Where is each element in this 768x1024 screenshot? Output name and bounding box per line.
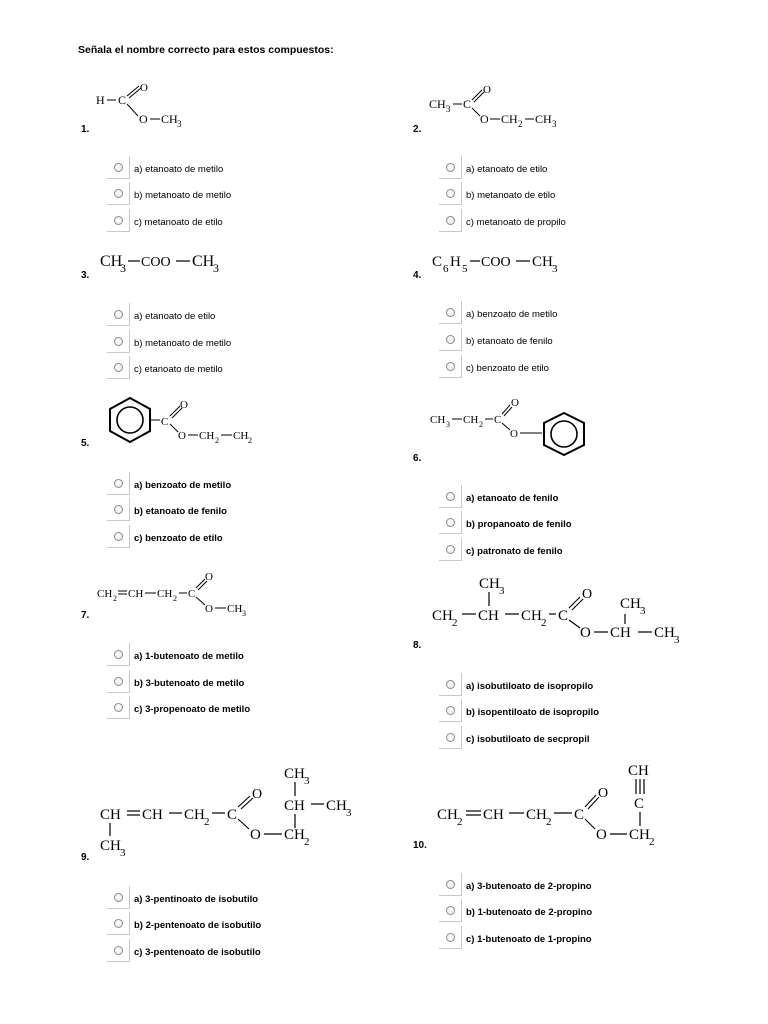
svg-text:CH: CH	[100, 253, 123, 270]
svg-text:C: C	[227, 807, 238, 823]
svg-text:CH: CH	[284, 798, 305, 814]
radio-button[interactable]	[446, 680, 455, 689]
radio-button[interactable]	[446, 518, 455, 527]
svg-text:CH: CH	[628, 763, 649, 779]
benzene-ring	[110, 398, 150, 442]
radio-button[interactable]	[114, 363, 123, 372]
svg-text:O: O	[250, 827, 261, 843]
question-number-8: 8.	[413, 640, 422, 651]
option-label: a) 3-butenoato de 2-propino	[466, 881, 592, 892]
svg-text:O: O	[510, 428, 518, 440]
svg-text:O: O	[580, 625, 591, 641]
svg-text:2: 2	[215, 436, 219, 445]
svg-text:CH: CH	[479, 576, 500, 592]
svg-text:3: 3	[120, 847, 126, 859]
question-number-4: 4.	[413, 270, 422, 281]
question-number-2: 2.	[413, 124, 422, 135]
radio-button[interactable]	[446, 335, 455, 344]
svg-text:2: 2	[204, 816, 210, 828]
radio-button[interactable]	[114, 703, 123, 712]
svg-text:CH: CH	[535, 112, 552, 126]
svg-text:3: 3	[446, 104, 451, 114]
question-number-6: 6.	[413, 453, 422, 464]
svg-text:CH: CH	[526, 807, 547, 823]
svg-text:CH: CH	[432, 608, 453, 624]
svg-text:O: O	[178, 430, 186, 442]
radio-button[interactable]	[114, 216, 123, 225]
radio-button[interactable]	[114, 479, 123, 488]
svg-text:CH: CH	[437, 807, 458, 823]
svg-text:CH: CH	[629, 827, 650, 843]
structure-q10	[435, 758, 675, 858]
svg-text:COO: COO	[481, 255, 511, 270]
svg-text:O: O	[480, 112, 489, 126]
svg-text:CH: CH	[233, 430, 249, 442]
svg-text:O: O	[205, 571, 213, 583]
structure-q9	[98, 758, 368, 863]
svg-text:2: 2	[304, 836, 310, 848]
svg-text:3: 3	[640, 605, 646, 617]
option-label: b) metanoato de etilo	[466, 190, 556, 201]
svg-text:CH: CH	[430, 414, 446, 426]
option-label: b) etanoato de fenilo	[134, 506, 227, 517]
option-label: a) etanoato de etilo	[134, 311, 216, 322]
question-number-1: 1.	[81, 124, 90, 135]
radio-button[interactable]	[446, 933, 455, 942]
benzene-ring	[544, 413, 584, 455]
option-label: b) 1-butenoato de 2-propino	[466, 907, 593, 918]
svg-text:2: 2	[541, 617, 547, 629]
svg-text:CH: CH	[97, 588, 113, 600]
svg-text:2: 2	[518, 119, 523, 129]
svg-text:CH: CH	[157, 588, 173, 600]
question-number-10: 10.	[413, 840, 427, 851]
svg-text:CH: CH	[521, 608, 542, 624]
svg-text:6: 6	[443, 263, 449, 275]
svg-text:3: 3	[346, 807, 352, 819]
option-label: a) etanoato de metilo	[134, 164, 224, 175]
question-number-7: 7.	[81, 610, 90, 621]
svg-text:O: O	[598, 786, 609, 801]
svg-text:CH: CH	[532, 254, 553, 270]
option-label: b) isopentiloato de isopropilo	[466, 707, 599, 718]
svg-text:3: 3	[674, 634, 680, 646]
svg-text:3: 3	[552, 263, 558, 275]
radio-button[interactable]	[114, 163, 123, 172]
radio-button[interactable]	[446, 492, 455, 501]
option-label: b) metanoato de metilo	[134, 190, 232, 201]
svg-text:CH: CH	[463, 414, 479, 426]
structure-q4	[430, 248, 570, 280]
option-label: c) metanoato de propilo	[466, 217, 566, 228]
svg-text:2: 2	[248, 436, 252, 445]
option-label: a) 1-butenoato de metilo	[134, 651, 244, 662]
radio-button[interactable]	[114, 893, 123, 902]
option-label: c) 1-butenoato de 1-propino	[466, 934, 592, 945]
svg-text:C: C	[634, 796, 645, 812]
option-label: b) metanoato de metilo	[134, 338, 232, 349]
svg-text:3: 3	[446, 420, 450, 429]
svg-text:CH: CH	[199, 430, 215, 442]
svg-text:CH: CH	[128, 588, 144, 600]
svg-text:O: O	[205, 603, 213, 615]
svg-text:CH: CH	[100, 807, 121, 823]
svg-text:O: O	[483, 84, 491, 96]
structure-q6	[428, 393, 598, 463]
radio-button[interactable]	[446, 163, 455, 172]
svg-text:CH: CH	[161, 112, 178, 126]
svg-text:2: 2	[452, 617, 458, 629]
svg-text:2: 2	[173, 594, 177, 603]
svg-text:5: 5	[462, 263, 468, 275]
svg-text:C: C	[494, 414, 502, 426]
option-label: c) 3-pentenoato de isobutilo	[134, 947, 261, 958]
svg-text:H: H	[450, 254, 461, 270]
question-number-5: 5.	[81, 438, 90, 449]
svg-text:3: 3	[552, 119, 557, 129]
option-label: c) benzoato de etilo	[134, 533, 223, 544]
svg-text:CH: CH	[100, 838, 121, 854]
svg-text:CH: CH	[620, 596, 641, 612]
svg-text:CH: CH	[483, 807, 504, 823]
option-label: c) patronato de fenilo	[466, 546, 563, 557]
svg-text:O: O	[139, 112, 148, 126]
page-title: Señala el nombre correcto para estos compuestos:	[78, 44, 334, 56]
svg-text:O: O	[511, 397, 519, 409]
structure-q1	[94, 80, 204, 135]
svg-text:C: C	[188, 588, 196, 600]
radio-button[interactable]	[446, 545, 455, 554]
svg-text:CH: CH	[184, 807, 205, 823]
svg-text:2: 2	[113, 594, 117, 603]
svg-text:C: C	[463, 97, 472, 111]
svg-text:CH: CH	[326, 798, 347, 814]
option-label: c) benzoato de etilo	[466, 363, 549, 374]
option-label: b) 2-pentenoato de isobutilo	[134, 920, 262, 931]
structure-q8	[430, 570, 700, 655]
radio-button[interactable]	[446, 906, 455, 915]
question-number-9: 9.	[81, 852, 90, 863]
radio-button[interactable]	[114, 310, 123, 319]
option-label: c) 3-propenoato de metilo	[134, 704, 251, 715]
svg-text:3: 3	[242, 609, 246, 618]
svg-text:O: O	[596, 827, 607, 843]
option-label: c) etanoato de metilo	[134, 364, 223, 375]
svg-text:2: 2	[649, 836, 655, 848]
radio-button[interactable]	[446, 733, 455, 742]
option-label: c) metanoato de etilo	[134, 217, 223, 228]
radio-button[interactable]	[114, 946, 123, 955]
svg-text:3: 3	[499, 585, 505, 597]
svg-text:C: C	[574, 807, 585, 823]
option-label: b) 3-butenoato de metilo	[134, 678, 245, 689]
svg-text:CH: CH	[284, 766, 305, 782]
question-number-3: 3.	[81, 270, 90, 281]
svg-text:3: 3	[213, 261, 219, 275]
svg-text:CH: CH	[284, 827, 305, 843]
radio-button[interactable]	[114, 650, 123, 659]
svg-text:CH: CH	[654, 625, 675, 641]
svg-text:3: 3	[120, 261, 126, 275]
radio-button[interactable]	[446, 362, 455, 371]
svg-text:O: O	[252, 787, 263, 802]
radio-button[interactable]	[114, 677, 123, 686]
svg-text:C: C	[558, 608, 569, 624]
radio-button[interactable]	[446, 189, 455, 198]
option-label: a) benzoato de metilo	[466, 309, 558, 320]
structure-q7	[95, 568, 255, 623]
svg-text:CH: CH	[227, 603, 243, 615]
svg-text:3: 3	[304, 775, 310, 787]
option-label: a) etanoato de etilo	[466, 164, 548, 175]
radio-button[interactable]	[446, 308, 455, 317]
svg-text:2: 2	[546, 816, 552, 828]
option-label: b) etanoato de fenilo	[466, 336, 553, 347]
svg-text:CH: CH	[192, 253, 215, 270]
svg-text:CH: CH	[610, 625, 631, 641]
svg-text:CH: CH	[501, 112, 518, 126]
structure-q2	[428, 80, 568, 135]
svg-text:C: C	[118, 93, 127, 107]
radio-button[interactable]	[446, 880, 455, 889]
radio-button[interactable]	[114, 189, 123, 198]
svg-text:C: C	[161, 416, 169, 428]
svg-text:2: 2	[479, 420, 483, 429]
option-label: a) benzoato de metilo	[134, 480, 232, 491]
radio-button[interactable]	[114, 532, 123, 541]
svg-text:COO: COO	[141, 255, 171, 270]
structure-q3	[98, 248, 238, 280]
option-label: a) isobutiloato de isopropilo	[466, 681, 594, 692]
structure-q5	[100, 393, 260, 453]
option-label: b) propanoato de fenilo	[466, 519, 572, 530]
svg-text:C: C	[432, 254, 443, 270]
svg-text:CH: CH	[142, 807, 163, 823]
svg-text:O: O	[180, 399, 188, 411]
svg-text:2: 2	[457, 816, 463, 828]
radio-button[interactable]	[114, 505, 123, 514]
radio-button[interactable]	[446, 216, 455, 225]
option-label: c) isobutiloato de secpropil	[466, 734, 590, 745]
radio-button[interactable]	[114, 919, 123, 928]
radio-button[interactable]	[446, 706, 455, 715]
svg-text:3: 3	[177, 119, 182, 129]
svg-text:CH: CH	[429, 97, 446, 111]
svg-text:O: O	[582, 587, 593, 602]
option-label: a) 3-pentinoato de isobutilo	[134, 894, 259, 905]
svg-text:O: O	[140, 82, 148, 94]
svg-text:CH: CH	[478, 608, 499, 624]
option-label: a) etanoato de fenilo	[466, 493, 559, 504]
radio-button[interactable]	[114, 337, 123, 346]
svg-text:H: H	[96, 93, 105, 107]
